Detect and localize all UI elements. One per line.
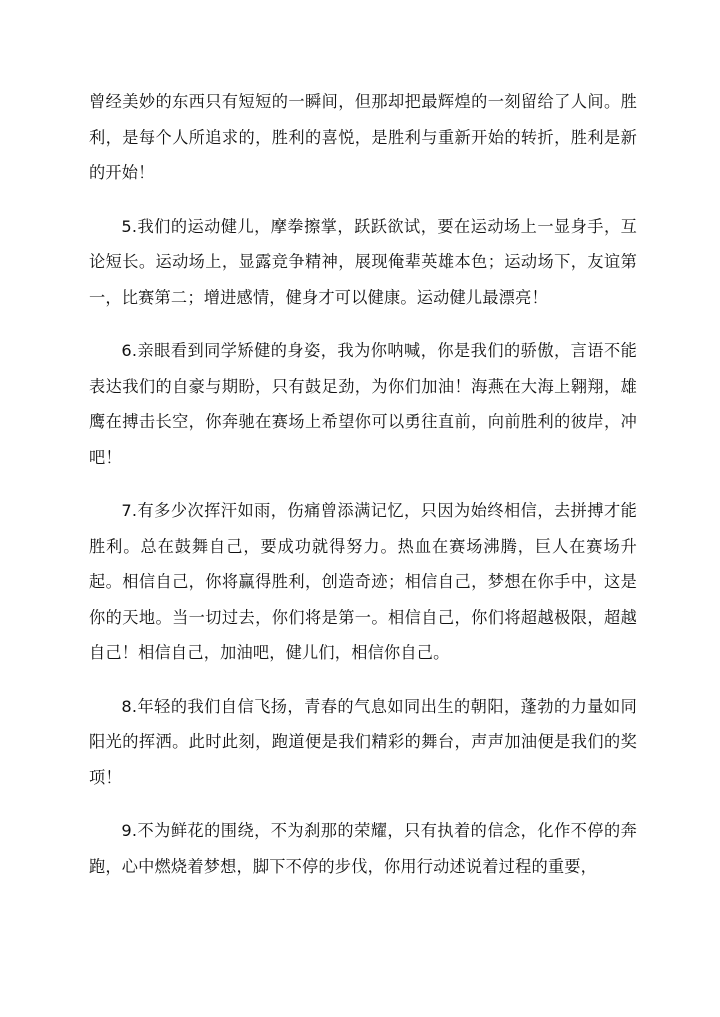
paragraph-intro: 曾经美妙的东西只有短短的一瞬间，但那却把最辉煌的一刻留给了人间。胜利，是每个人所追求的，胜利的喜悦，是胜利与重新开始的转折，胜利是新的开始！ [89,92,637,182]
paragraph-8: 8.年轻的我们自信飞扬，青春的气息如同出生的朝阳，蓬勃的力量如同阳光的挥洒。此时此刻，跑道便是我们精彩的舞台，声声加油便是我们的奖项！ [89,696,637,787]
paragraph-9: 9.不为鲜花的围绕，不为刹那的荣耀，只有执着的信念，化作不停的奔跑，心中燃烧着梦想，脚下不停的步伐，你用行动述说着过程的重要， [89,821,637,876]
paragraph-5: 5.我们的运动健儿，摩拳擦掌，跃跃欲试，要在运动场上一显身手，互论短长。运动场上，显露竞争精神，展现俺辈英雄本色；运动场下，友谊第一，比赛第二；增进感情，健身才可以健康。运动健儿最漂亮！ [89,216,637,307]
paragraph-7: 7.有多少次挥汗如雨，伤痛曾添满记忆，只因为始终相信，去拼搏才能胜利。总在鼓舞自己，要成功就得努力。热血在赛场沸腾，巨人在赛场升起。相信自己，你将赢得胜利，创造奇迹；相信自己，梦想在你手中，这是你的天地。当一切过去，你们将是第一。相信自己，你们将超越极限，超越自己！相信自己，加油吧，健儿们，相信你自己。 [89,501,637,662]
paragraph-6: 6.亲眼看到同学矫健的身姿，我为你呐喊，你是我们的骄傲，言语不能表达我们的自豪与期盼，只有鼓足劲，为你们加油！海燕在大海上翱翔，雄鹰在搏击长空，你奔驰在赛场上希望你可以勇往直前，向前胜利的彼岸，冲吧！ [89,341,637,467]
document-page [89,84,637,884]
